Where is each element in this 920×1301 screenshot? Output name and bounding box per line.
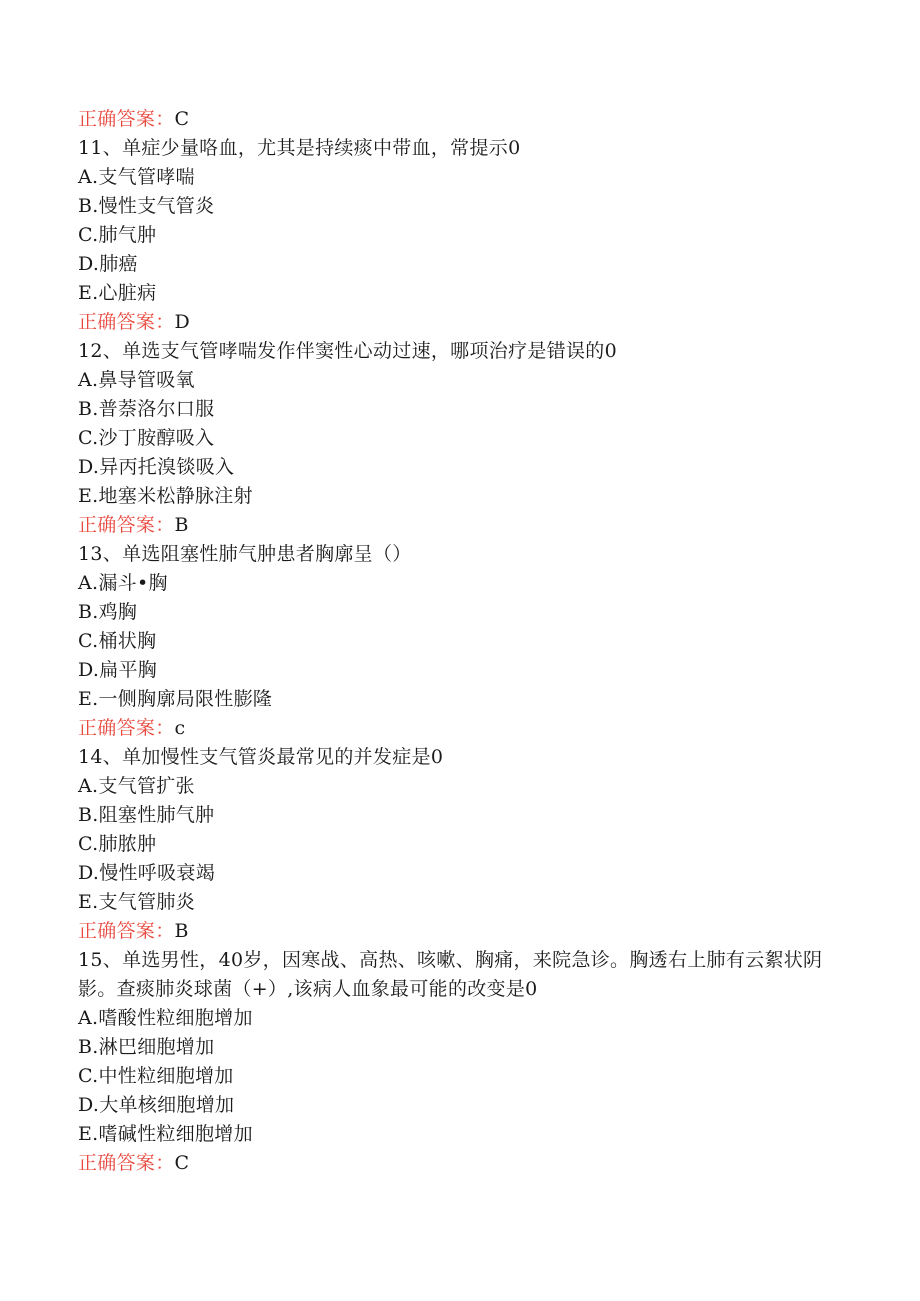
option-a: A.漏斗•胸 [78,572,168,594]
option-b: B.阻塞性肺气肿 [78,804,215,826]
option-d: D.扁平胸 [78,659,158,681]
answer-line: 正确答案：C [78,108,190,130]
option-b: B.慢性支气管炎 [78,195,215,217]
answer-line: 正确答案：c [78,717,186,739]
option-a: A.嗜酸性粒细胞增加 [78,1007,253,1029]
option-d: D.异丙托溴锬吸入 [78,456,235,478]
option-b: B.鸡胸 [78,601,138,623]
question-list [78,105,848,1178]
option-e: E.支气管肺炎 [78,891,196,913]
option-c: C.沙丁胺醇吸入 [78,427,215,449]
option-c: C.中性粒细胞增加 [78,1065,234,1087]
option-c: C.桶状胸 [78,630,157,652]
option-e: E.嗜碱性粒细胞增加 [78,1123,253,1145]
option-a: A.支气管扩张 [78,775,195,797]
answer-line: 正确答案：D [78,311,191,333]
option-b: B.淋巴细胞增加 [78,1036,215,1058]
option-e: E.心脏病 [78,282,157,304]
option-e: E.一侧胸廓局限性膨隆 [78,688,273,710]
option-b: B.普萘洛尔口服 [78,398,215,420]
question-text: 15、单选男性，40岁，因寒战、高热、咳嗽、胸痛，来院急诊。胸透右上肺有云絮状阴影。查痰肺炎球菌（+）,该病人血象最可能的改变是0 [78,949,823,1000]
answer-line: 正确答案：B [78,514,189,536]
option-d: D.肺癌 [78,253,138,275]
option-c: C.肺脓肿 [78,833,157,855]
option-d: D.慢性呼吸衰竭 [78,862,215,884]
question-text: 13、单选阻塞性肺气肿患者胸廓呈（） [78,543,412,565]
option-d: D.大单核细胞增加 [78,1094,235,1116]
question-text: 12、单选支气管哮喘发作伴窦性心动过速，哪项治疗是错误的0 [78,340,617,362]
answer-line: 正确答案：C [78,1152,190,1174]
option-a: A.鼻导管吸氧 [78,369,195,391]
option-e: E.地塞米松静脉注射 [78,485,253,507]
question-text: 14、单加慢性支气管炎最常见的并发症是0 [78,746,444,768]
option-c: C.肺气肿 [78,224,157,246]
answer-line: 正确答案：B [78,920,189,942]
question-text: 11、单症少量咯血，尤其是持续痰中带血，常提示0 [78,137,521,159]
option-a: A.支气管哮喘 [78,166,195,188]
